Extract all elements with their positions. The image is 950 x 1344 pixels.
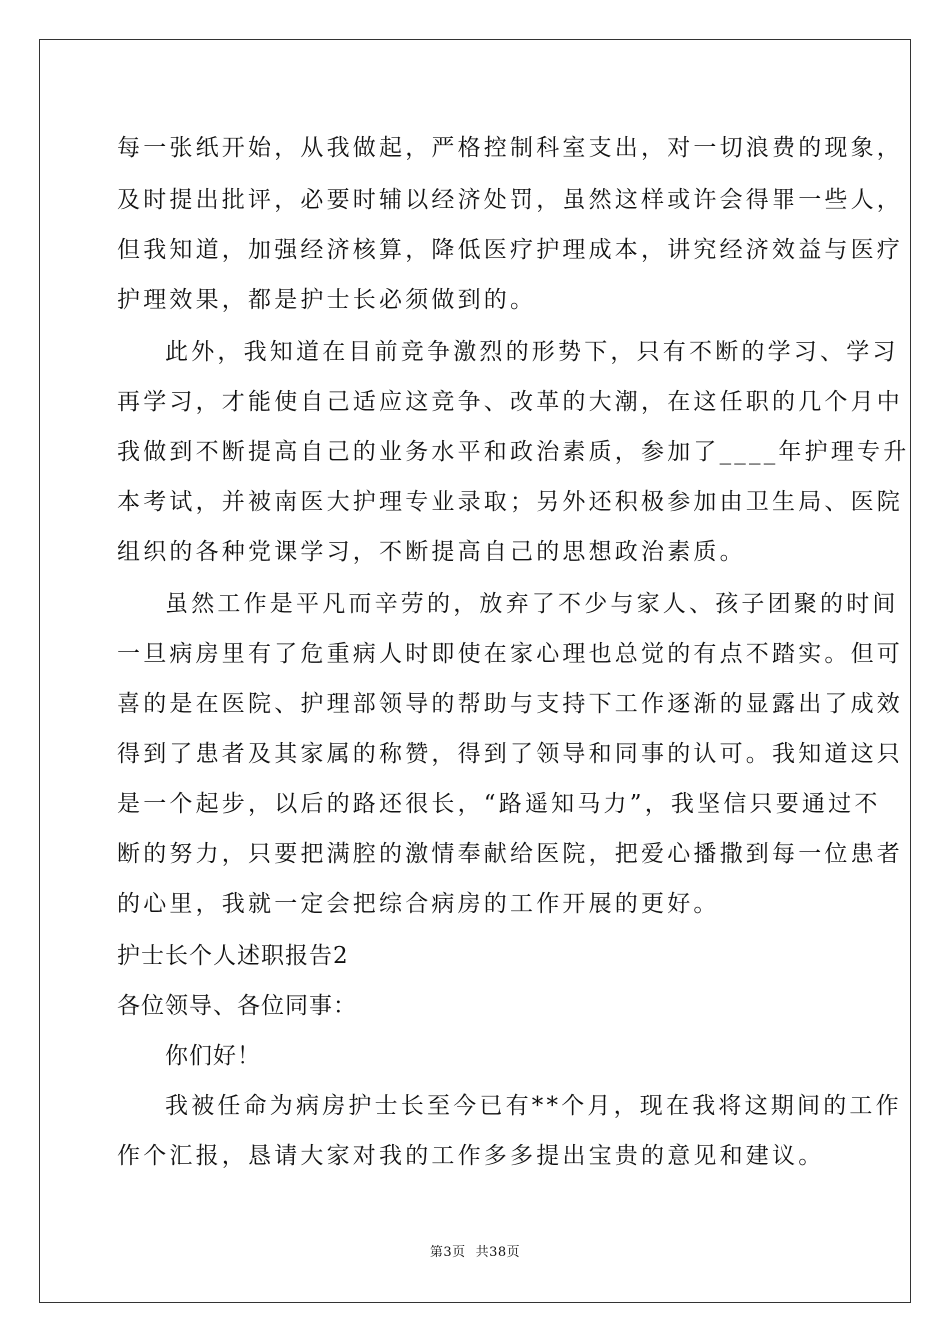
body-line: 组织的各种党课学习，不断提高自己的思想政治素质。 xyxy=(117,539,746,565)
body-line: 得到了患者及其家属的称赞，得到了领导和同事的认可。我知道这只 xyxy=(117,741,903,767)
body-line: 喜的是在医院、护理部领导的帮助与支持下工作逐渐的显露出了成效 xyxy=(117,691,903,717)
body-line: 是一个起步，以后的路还很长，“路遥知马力”，我坚信只要通过不 xyxy=(117,791,881,817)
body-line: 我做到不断提高自己的业务水平和政治素质，参加了____年护理专升 xyxy=(117,439,910,465)
body-line: 每一张纸开始，从我做起，严格控制科室支出，对一切浪费的现象， xyxy=(117,135,903,161)
body-line: 但我知道，加强经济核算，降低医疗护理成本，讲究经济效益与医疗 xyxy=(117,237,903,263)
body-line: 作个汇报，恳请大家对我的工作多多提出宝贵的意见和建议。 xyxy=(117,1143,825,1169)
page-number: 第3页 xyxy=(429,1245,466,1260)
body-line: 及时提出批评，必要时辅以经济处罚，虽然这样或许会得罪一些人， xyxy=(117,187,903,213)
greeting: 你们好！ xyxy=(165,1043,261,1069)
section-heading: 护士长个人述职报告2 xyxy=(117,943,349,969)
body-line: 虽然工作是平凡而辛劳的，放弃了不少与家人、孩子团聚的时间 xyxy=(165,591,899,617)
body-line: 我被任命为病房护士长至今已有**个月，现在我将这期间的工作 xyxy=(165,1093,902,1119)
body-line: 再学习，才能使自己适应这竞争、改革的大潮，在这任职的几个月中 xyxy=(117,389,903,415)
page-footer xyxy=(0,1244,950,1262)
salutation: 各位领导、各位同事： xyxy=(117,993,357,1019)
body-line: 的心里，我就一定会把综合病房的工作开展的更好。 xyxy=(117,891,720,917)
body-line: 本考试，并被南医大护理专业录取；另外还积极参加由卫生局、医院 xyxy=(117,489,903,515)
body-line: 一旦病房里有了危重病人时即使在家心理也总觉的有点不踏实。但可 xyxy=(117,641,903,667)
body-line: 此外，我知道在目前竞争激烈的形势下，只有不断的学习、学习 xyxy=(165,339,899,365)
body-line: 护理效果，都是护士长必须做到的。 xyxy=(117,287,537,313)
page-total: 共38页 xyxy=(475,1245,521,1260)
body-line: 断的努力，只要把满腔的激情奉献给医院，把爱心播撒到每一位患者 xyxy=(117,841,903,867)
